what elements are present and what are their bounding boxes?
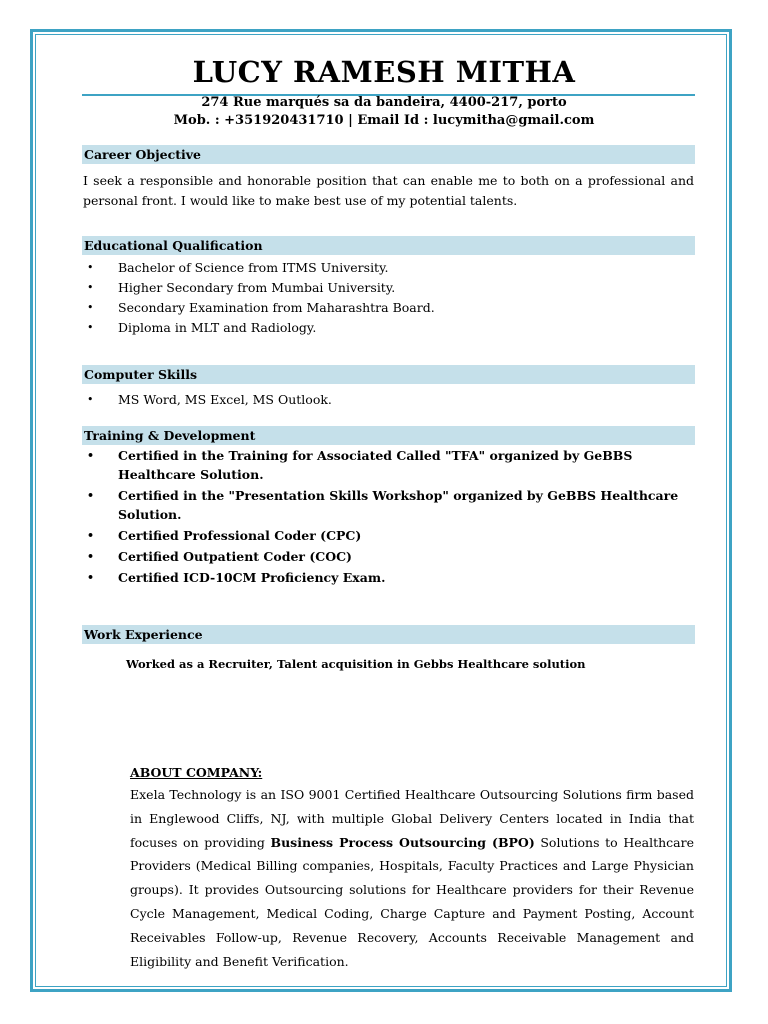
education-list: [83, 258, 683, 338]
list-item: • Certified Outpatient Coder (COC): [87, 549, 352, 564]
bullet: •: [87, 301, 94, 314]
address: 274 Rue marqués sa da bandeira, 4400-217, porto: [201, 95, 567, 110]
bullet: •: [87, 281, 94, 294]
list-item: • Bachelor of Science from ITMS University.: [83, 258, 683, 278]
section-education: Educational Qualification: [82, 236, 695, 255]
list-item: • Higher Secondary from Mumbai University.: [83, 278, 683, 298]
training-list: [83, 446, 683, 589]
skills-list: [83, 390, 683, 410]
section-computer-skills: Computer Skills: [82, 365, 695, 384]
list-item: • Secondary Examination from Maharashtra Board.: [83, 298, 683, 318]
bullet: •: [87, 261, 94, 274]
bullet: •: [87, 550, 95, 563]
candidate-name: LUCY RAMESH MITHA: [192, 55, 576, 89]
work-experience-text: Worked as a Recruiter, Talent acquisition in Gebbs Healthcare solution: [126, 657, 586, 671]
bullet: •: [87, 321, 94, 334]
contact-info: Mob. : +351920431710 | Email Id : lucymitha@gmail.com: [173, 113, 595, 128]
section-career-objective: Career Objective: [82, 145, 695, 164]
list-item: • MS Word, MS Excel, MS Outlook.: [83, 390, 683, 410]
bullet: •: [87, 489, 95, 502]
about-company-text: Exela Technology is an ISO 9001 Certified Healthcare Outsourcing Solutions firm based in Englewood Cliffs, NJ, with multiple Global Delivery Centers located in India that focuses on providing Business Process Outsourcing (BPO) Solutions to Healthcare Providers (Medical Billing companies, Hospitals, Faculty Practices and Large Physician groups). It provides Outsourcing solutions for Healthcare providers for their Revenue Cycle Management, Medical Coding, Charge Capture and Payment Posting, Account Receivables Follow-up, Revenue Recovery, Accounts Receivable Management and Eligibility and Benefit Verification.: [130, 787, 694, 969]
list-item: • Certified in the Training for Associated Called "TFA" organized by GeBBS Healthcare Solution.: [87, 448, 633, 482]
section-work-experience: Work Experience: [82, 625, 695, 644]
list-item: • Certified Professional Coder (CPC): [87, 528, 362, 543]
list-item: • Certified ICD-10CM Proficiency Exam.: [87, 570, 386, 585]
list-item: • Diploma in MLT and Radiology.: [83, 318, 683, 338]
bullet: •: [87, 449, 95, 462]
bullet: •: [87, 529, 95, 542]
career-objective-text: I seek a responsible and honorable position that can enable me to both on a professional and personal front. I would like to make best use of my potential talents.: [83, 173, 694, 208]
bpo-emphasis: Business Process Outsourcing (BPO): [270, 834, 535, 850]
bullet: •: [87, 571, 95, 584]
section-training: Training & Development: [82, 426, 695, 445]
bullet: •: [87, 393, 94, 406]
list-item: • Certified in the "Presentation Skills Workshop" organized by GeBBS Healthcare Solution.: [87, 488, 679, 522]
about-company-title: ABOUT COMPANY:: [130, 765, 263, 780]
